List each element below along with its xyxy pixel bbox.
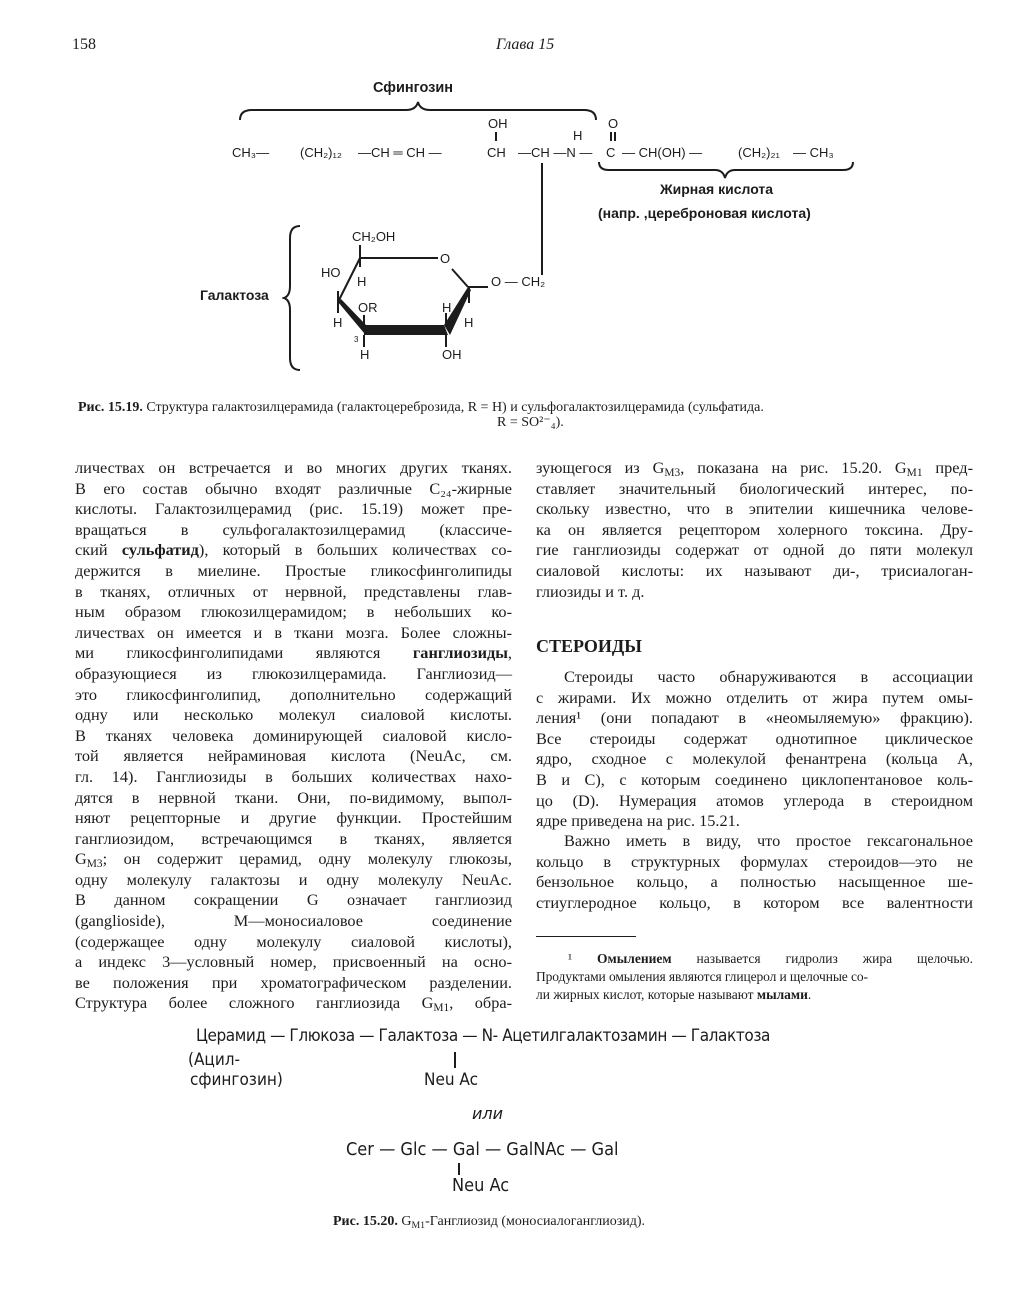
right-column-paragraph-3 xyxy=(536,831,973,913)
neuac-label: Neu Ac xyxy=(424,1070,478,1090)
text-line: ядро, сходное с молекулой фенантрена (кольца A, xyxy=(536,749,973,769)
ring-oxygen: O xyxy=(440,251,451,266)
oh-top: OH xyxy=(488,116,508,131)
o-ch2-link: O — CH₂ xyxy=(491,274,546,289)
text-line: гл. 14). Ганглиозиды в больших количествах нахо- xyxy=(75,766,512,786)
text-line: той является нейраминовая кислота (NeuAc, см. xyxy=(75,746,512,766)
bond xyxy=(454,1052,456,1068)
text-line: В его состав обычно входят различные C₂₄-жирные xyxy=(75,478,512,498)
text-line: держится в миелине. Простые гликосфинголипиды xyxy=(75,560,512,580)
text-line: Стероиды часто обнаруживаются в ассоциации xyxy=(564,667,973,686)
h-label: H xyxy=(360,347,370,362)
text-line: зующегося из $G_{M3}$, показана на рис. 15.20. $G_{M1}$ пред- xyxy=(536,458,973,479)
bond xyxy=(495,132,497,141)
text-line: кислоты. Галактозилцерамид (рис. 15.19) может пре- xyxy=(75,499,512,519)
text-line: с жирами. Их можно отделить от жира путем омы- xyxy=(536,687,973,707)
caption-label: Рис. 15.19. xyxy=(78,400,143,415)
text-line: одну или несколько молекул сиаловой кислоты. xyxy=(75,705,512,725)
caption-line2: R = SO²⁻₄). xyxy=(497,415,564,430)
text-line: Все стероиды содержат однотипное циклическое xyxy=(536,728,973,748)
galactose-brace-icon xyxy=(282,224,304,372)
ch3-left: CH₃— xyxy=(232,145,270,160)
schema-row-russian: Церамид — Глюкоза — Галактоза — N- Ацетилгалактозамин — Галактоза xyxy=(196,1026,771,1046)
h-top: H xyxy=(573,128,583,143)
h-label: H xyxy=(357,274,367,289)
o-top: O xyxy=(608,116,619,131)
text-line: цо (D). Нумерация атомов углерода в стероидном xyxy=(536,790,973,810)
footnote-marker: ¹ xyxy=(568,951,573,966)
double-bond xyxy=(610,132,616,141)
ch-eq-ch: —CH ═ CH — xyxy=(358,145,442,160)
sphingosine-label: Сфингозин xyxy=(373,80,454,96)
text-line: В данном сокращении G означает ганглиозид xyxy=(75,890,512,910)
acyl-label: (Ацил- xyxy=(188,1050,241,1070)
fatty-acid-example: (напр. ,цереброновая кислота) xyxy=(598,205,811,221)
chapter-title: Глава 15 xyxy=(496,36,555,53)
galactose-label: Галактоза xyxy=(200,287,269,303)
footnote-line: ли жирных кислот, которые называют xyxy=(536,987,754,1002)
text-line: дятся в нервной ткани. Они, по-видимому, выпол- xyxy=(75,787,512,807)
text-line: стиуглеродное кольцо, в котором все валентности xyxy=(536,892,973,912)
caption-label: Рис. 15.20. xyxy=(333,1214,398,1229)
ch2-21: (CH₂)₂₁ xyxy=(738,145,780,160)
text-line: ления¹ (они попадают в «неомыляемую» фракцию). xyxy=(536,708,973,728)
ch2oh: CH₂OH xyxy=(352,229,396,244)
text-line: в тканях, отличных от нервной, представлены глав- xyxy=(75,581,512,601)
text-line: ядре приведена на рис. 15.21. xyxy=(536,811,740,831)
right-column-paragraph-2 xyxy=(536,667,973,832)
neuac-label: Neu Ac xyxy=(452,1175,510,1196)
ch2-12: (CH₂)₁₂ xyxy=(300,145,342,160)
h-label: H xyxy=(333,315,343,330)
footnote xyxy=(536,950,973,1004)
text-line: скольку известно, что в эпителии кишечника челове- xyxy=(536,499,973,519)
text-line: ве положения при хроматографическом разделении. xyxy=(75,972,512,992)
or-label: OR xyxy=(358,300,378,315)
footnote-text: называется гидролиз жира щелочью. xyxy=(696,951,973,966)
text-line: глиозиды и т. д. xyxy=(536,581,645,601)
text-line: ми гликосфинголипидами являются ганглиозиды, xyxy=(75,643,512,663)
text-line: ский сульфатид), который в больших количествах со- xyxy=(75,540,512,560)
caption-text: -Ганглиозид (моносиалоганглиозид). xyxy=(425,1214,646,1229)
text-line: B и C), с которым соединено циклопентановое коль- xyxy=(536,769,973,789)
caption-sub: M1 xyxy=(411,1220,426,1231)
text-line: а индекс 3—условный номер, присвоенный на осно- xyxy=(75,952,512,972)
footnote-term: мылами xyxy=(756,987,808,1002)
text-line: няют рецепторные и другие функции. Простейшим xyxy=(75,808,512,828)
text-line: ка он является рецептором холерного токсина. Дру- xyxy=(536,519,973,539)
text-line: вращаться в сульфогалактозилцерамид (классиче- xyxy=(75,519,512,539)
text-line: одну молекулу галактозы и одну молекулу NeuAc. xyxy=(75,869,512,889)
text-line: Структура более сложного ганглиозида $G_{M1}$, обра- xyxy=(75,993,512,1015)
choh: — CH(OH) — xyxy=(622,145,703,160)
text-line: гие ганглиозиды содержат от одной до пяти молекул xyxy=(536,540,973,560)
text-line: личествах он встречается и во многих других тканях. xyxy=(75,458,512,477)
caption-g: G xyxy=(401,1214,412,1229)
text-line: бензольное кольцо, а полностью насыщенное ше- xyxy=(536,872,973,892)
fatty-acid-label: Жирная кислота xyxy=(660,181,774,197)
carbon-number: 3 xyxy=(354,335,359,344)
section-heading: СТЕРОИДЫ xyxy=(536,636,642,656)
right-column-paragraph-1 xyxy=(536,458,973,602)
sphingosine-label: сфингозин) xyxy=(190,1070,283,1090)
footnote-punct: . xyxy=(807,987,812,1002)
oh-label: OH xyxy=(442,347,462,362)
text-line: В тканях человека доминирующей сиаловой кисло- xyxy=(75,725,512,745)
text-line: ставляет значительный биологический интерес, по- xyxy=(536,478,973,498)
figure-caption xyxy=(333,1213,645,1230)
h-label: H xyxy=(464,315,474,330)
caption-text: Структура галактозилцерамида (галактоцереброзида, R = H) и сульфогалактозилцерамида (сульфатида. xyxy=(146,400,764,415)
ho-label: HO xyxy=(321,265,341,280)
text-line: Важно иметь в виду, что простое гексагональное xyxy=(564,831,973,850)
c-carbonyl: C xyxy=(606,145,616,160)
text-line: личествах он имеется и в ткани мозга. Более сложны- xyxy=(75,622,512,642)
text-line: (содержащее одну молекулу сиаловой кислоты), xyxy=(75,931,512,951)
footnote-divider xyxy=(536,936,636,937)
schema-row-abbrev: Cer — Glc — Gal — GalNAc — Gal xyxy=(346,1139,619,1160)
ch3-right: — CH₃ xyxy=(793,145,834,160)
text-line: образующиеся из глюкозилцерамида. Ганглиозид— xyxy=(75,663,512,683)
sphingosine-brace-icon xyxy=(238,100,598,122)
text-line: сиаловой кислоты: их называют ди-, трисиалоган- xyxy=(536,560,973,580)
h-label: H xyxy=(442,300,452,315)
or-label: или xyxy=(472,1104,504,1123)
left-column xyxy=(75,458,512,1014)
fatty-acid-brace-icon xyxy=(597,160,857,180)
page-number: 158 xyxy=(72,36,96,53)
text-line: ганглиозидом, встречающимся в тканях, является xyxy=(75,828,512,848)
ch-oh: CH xyxy=(487,145,506,160)
footnote-term: Омылением xyxy=(597,951,672,966)
text-line: это гликосфинголипид, дополнительно содержащий xyxy=(75,684,512,704)
footnote-line: Продуктами омыления являются глицерол и щелочные со- xyxy=(536,969,868,984)
text-line: ным образом глюкозилцерамидом; в небольших ко- xyxy=(75,602,512,622)
ch-n: —CH —N — xyxy=(518,145,593,160)
bond xyxy=(458,1163,460,1175)
text-line: кольцо в структурных формулах стероидов—это не xyxy=(536,851,973,871)
text-line: (ganglioside), M—моносиаловое соединение xyxy=(75,911,512,931)
text-line: $G_{M3}$; он содержит церамид, одну молекулу глюкозы, xyxy=(75,849,512,871)
